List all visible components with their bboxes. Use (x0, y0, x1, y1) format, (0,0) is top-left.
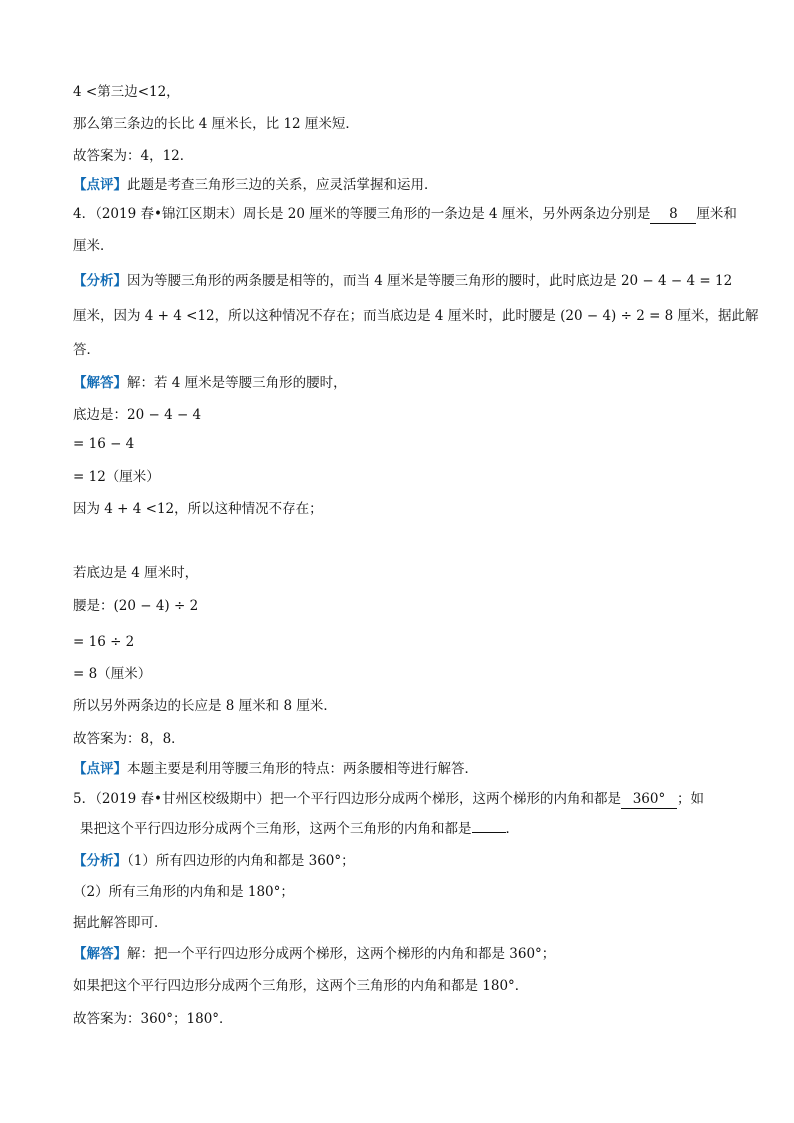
question-4-cont (73, 236, 734, 256)
line-range (73, 82, 734, 102)
question-text: 4．（2019 春•锦江区期末）周长是 20 厘米的等腰三角形的一条边是 4 厘米，另外两条边分别是 (73, 206, 651, 222)
solution-tag: 【解答】 (73, 375, 127, 391)
line-calc (73, 632, 734, 652)
line-comment (73, 759, 734, 779)
question-text-end: 厘米和 (696, 206, 737, 222)
line-text: 如果把这个平行四边形分成两个三角形，这两个三角形的内角和都是 180°． (73, 978, 529, 994)
line-calc (73, 563, 734, 583)
line-text: = 16 − 4 (73, 436, 135, 452)
line-text: 厘米． (73, 238, 114, 254)
line-text: = 12（厘米） (73, 469, 160, 485)
answer-blank: 8 (650, 206, 696, 224)
question-5 (73, 789, 734, 809)
line-text: 若底边是 4 厘米时， (73, 565, 199, 581)
question-text: 果把这个平行四边形分成两个三角形，这两个三角形的内角和都是 (80, 821, 472, 837)
line-text: = 8（厘米） (73, 666, 152, 682)
line-text: 所以另外两条边的长应是 8 厘米和 8 厘米． (73, 698, 337, 714)
line-conclusion (73, 114, 734, 134)
line-solution-cont (73, 976, 734, 996)
line-text: 解：把一个平行四边形分成两个梯形，这两个梯形的内角和都是 360°； (127, 946, 556, 962)
line-analysis (73, 271, 734, 291)
analysis-tag: 【分析】 (73, 853, 127, 869)
line-text: = 16 ÷ 2 (73, 634, 135, 650)
line-analysis-cont (73, 306, 759, 326)
question-text-end: ． (505, 821, 519, 837)
line-text: 故答案为：8，8． (73, 731, 185, 747)
line-calc (73, 467, 734, 487)
line-solution (73, 944, 734, 964)
line-text: 此题是考查三角形三边的关系，应灵活掌握和运用． (127, 177, 438, 193)
answer-blank (472, 832, 506, 833)
line-text: 故答案为：4，12． (73, 148, 194, 164)
analysis-tag: 【分析】 (73, 273, 127, 289)
answer-blank: 360° (621, 791, 677, 809)
question-5-cont (80, 819, 734, 839)
line-text: 那么第三条边的长比 4 厘米长，比 12 厘米短． (73, 116, 359, 132)
line-answer (73, 729, 734, 749)
line-text: 厘米，因为 4 + 4 <12，所以这种情况不存在；而当底边是 4 厘米时，此时腰是 (20 − 4) ÷ 2 = 8 厘米，据此解 (73, 308, 759, 324)
line-calc (73, 405, 734, 425)
comment-tag: 【点评】 (73, 761, 127, 777)
line-text: 本题主要是利用等腰三角形的特点：两条腰相等进行解答． (127, 761, 478, 777)
line-solution (73, 373, 734, 393)
line-calc (73, 596, 734, 616)
question-text: 5．（2019 春•甘州区校级期中）把一个平行四边形分成两个梯形，这两个梯形的内角和都是 (73, 791, 621, 807)
question-4 (73, 204, 737, 224)
line-analysis-end (73, 913, 734, 933)
line-comment (73, 175, 734, 195)
line-text: 因为 4 + 4 <12，所以这种情况不存在； (73, 501, 323, 517)
line-analysis (73, 851, 734, 871)
line-analysis-end (73, 340, 734, 360)
line-analysis-cont (73, 882, 734, 902)
line-text: 因为等腰三角形的两条腰是相等的，而当 4 厘米是等腰三角形的腰时，此时底边是 20 − 4 − 4 = 12 (127, 273, 733, 289)
line-calc (73, 664, 734, 684)
line-text: 底边是：20 − 4 − 4 (73, 407, 202, 423)
line-answer (73, 1009, 734, 1029)
line-text: 据此解答即可． (73, 915, 168, 931)
line-text: （1）所有四边形的内角和都是 360°； (127, 853, 355, 869)
line-text: （2）所有三角形的内角和是 180°； (73, 884, 294, 900)
line-answer (73, 146, 734, 166)
solution-tag: 【解答】 (73, 946, 127, 962)
comment-tag: 【点评】 (73, 177, 127, 193)
line-text: 答． (73, 342, 100, 358)
line-text: 解：若 4 厘米是等腰三角形的腰时， (127, 375, 347, 391)
line-text: 腰是：(20 − 4) ÷ 2 (73, 598, 199, 614)
question-text-end: ；如 (676, 791, 704, 807)
line-text: 故答案为：360°；180°． (73, 1011, 233, 1027)
line-calc (73, 434, 734, 454)
line-calc (73, 499, 734, 519)
line-text: 4 <第三边<12， (73, 84, 180, 100)
line-calc (73, 696, 734, 716)
